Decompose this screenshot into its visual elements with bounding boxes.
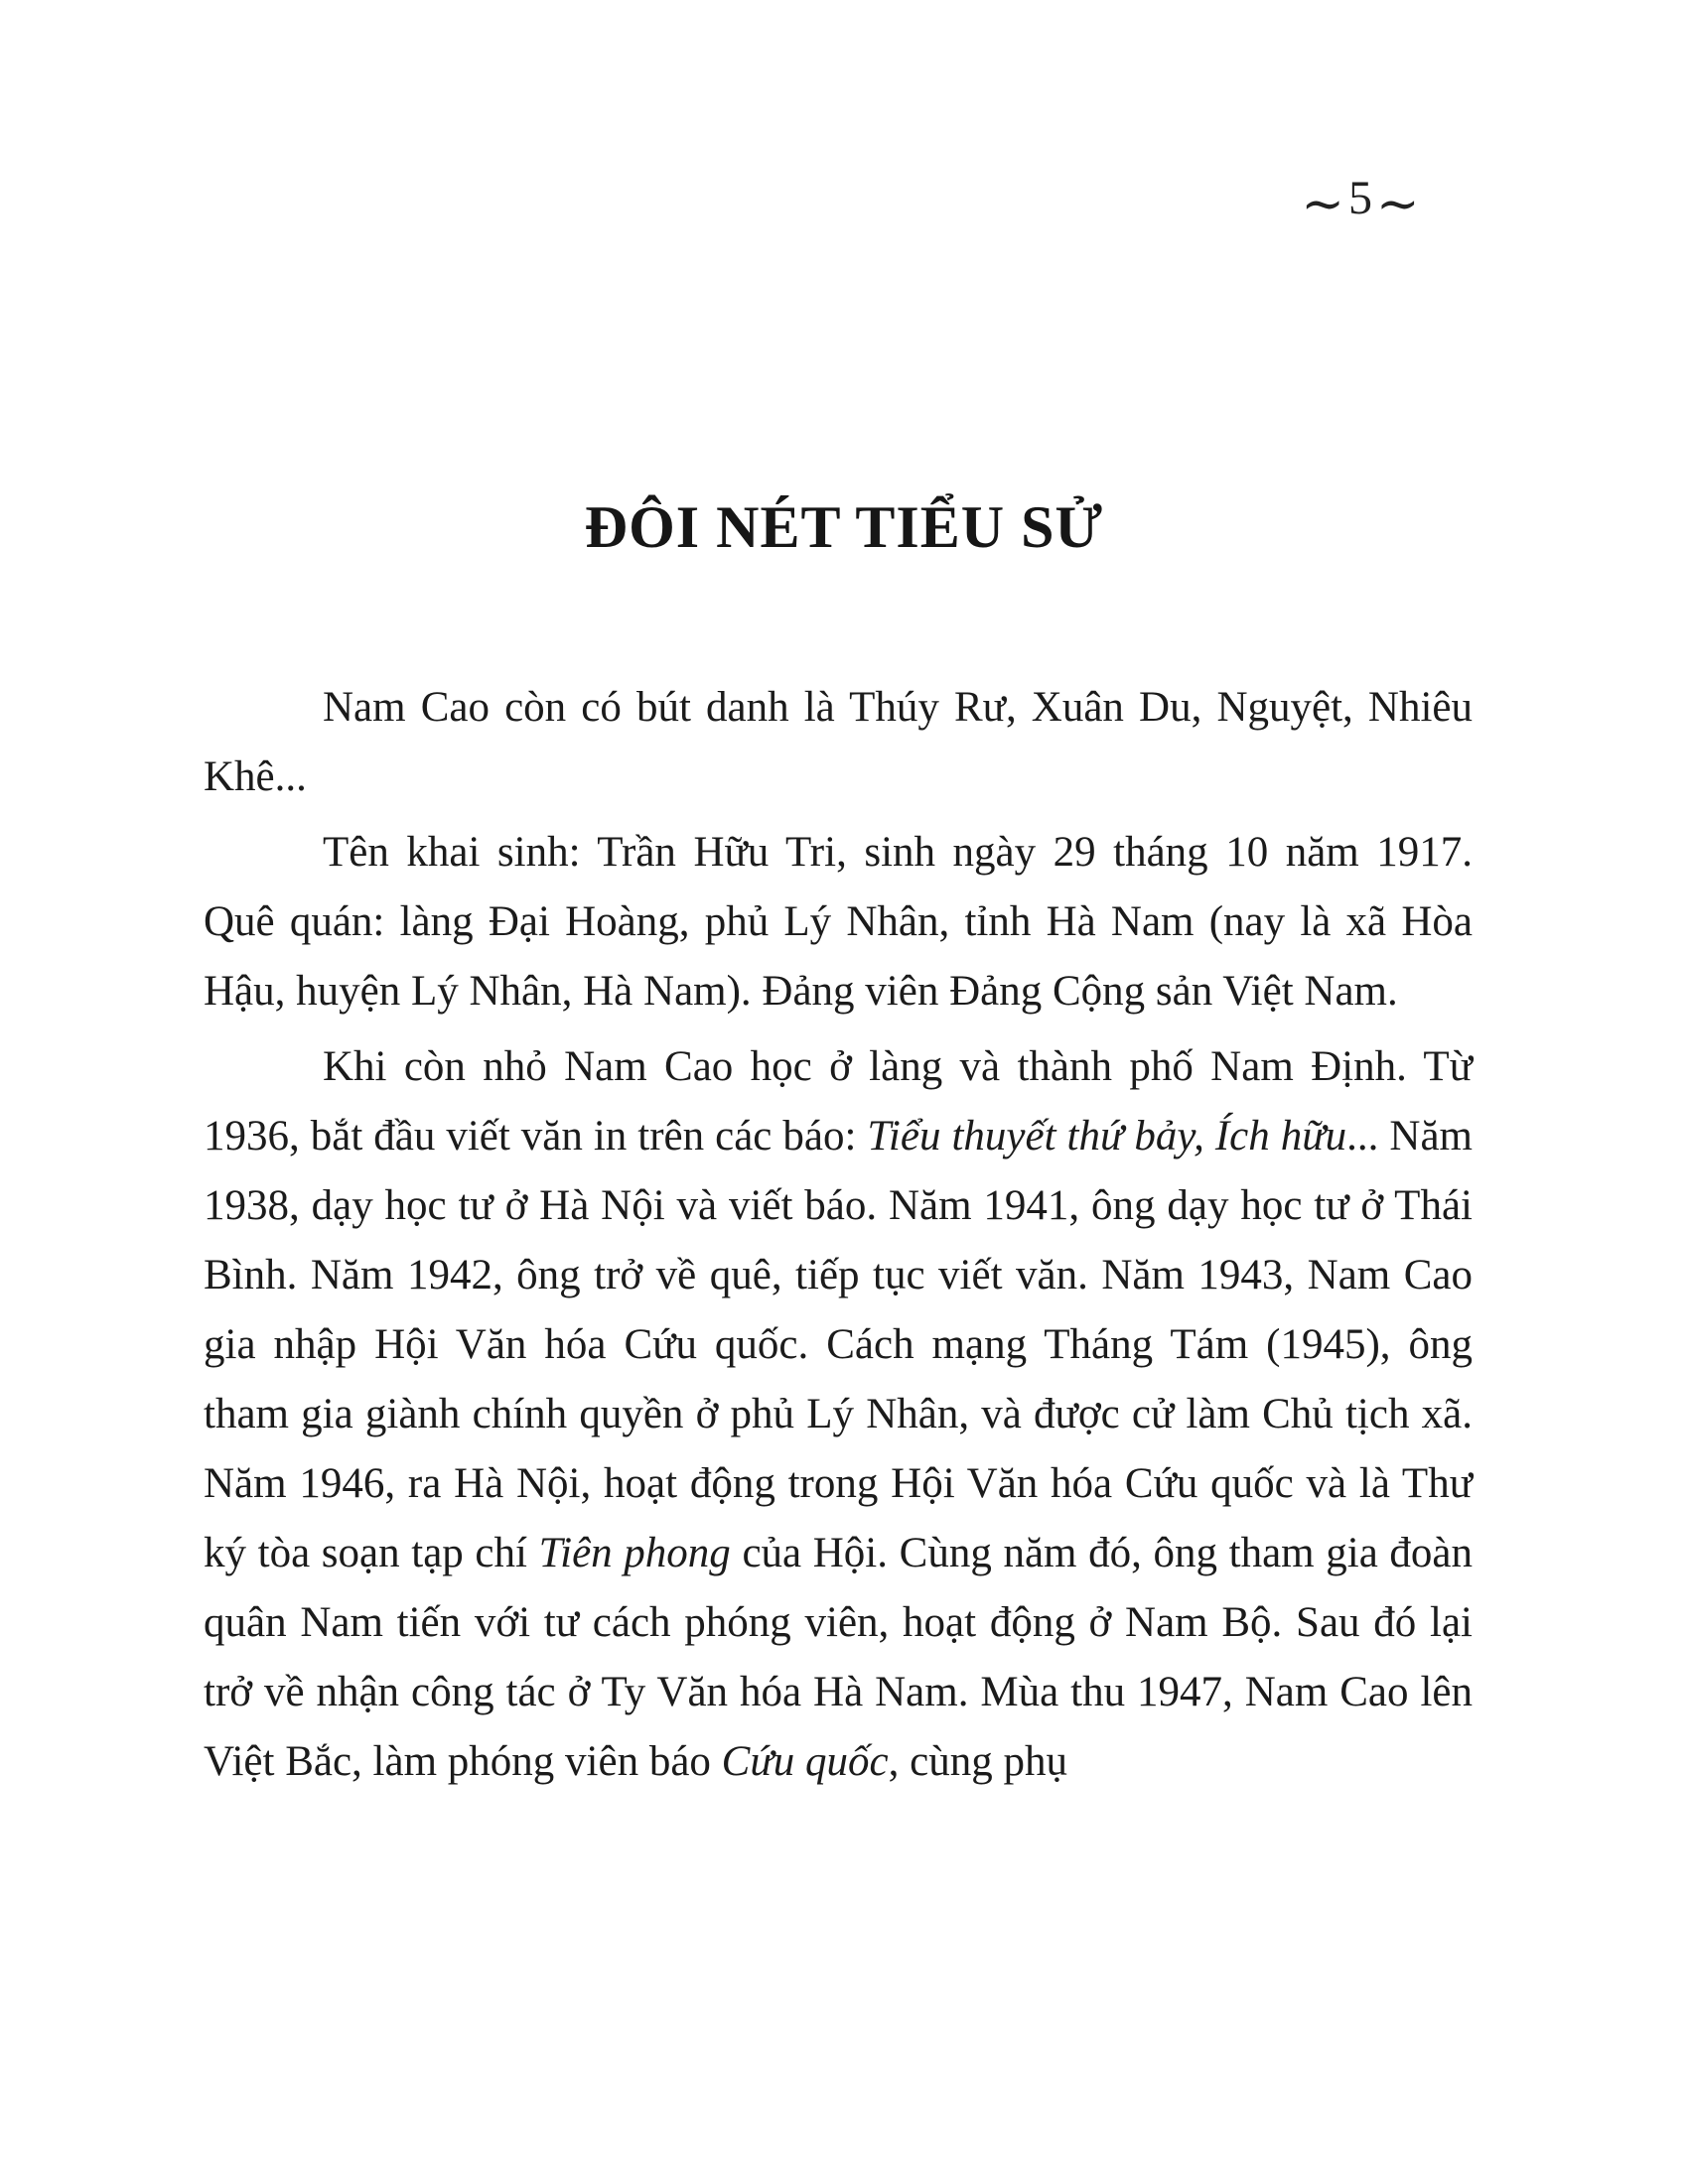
page-number-ornament-right: ~ <box>1376 174 1420 234</box>
body-text <box>204 673 1473 1803</box>
page-number-value: 5 <box>1348 172 1372 224</box>
paragraph <box>204 1032 1473 1797</box>
text-segment: Tên khai sinh: Trần Hữu Tri, sinh ngày 29 tháng 10 năm 1917. Quê quán: làng Đại Hoàng, phủ Lý Nhân, tỉnh Hà Nam (nay là xã Hòa Hậu, huyện Lý Nhân, Hà Nam). Đảng viên Đảng Cộng sản Việt Nam. <box>204 829 1473 1015</box>
paragraph <box>204 818 1473 1026</box>
page-number <box>1296 171 1425 234</box>
page-number-ornament-left: ~ <box>1301 174 1344 234</box>
italic-text-segment: Tiên phong <box>538 1530 731 1576</box>
text-segment: ... Năm 1938, dạy học tư ở Hà Nội và viết báo. Năm 1941, ông dạy học tư ở Thái Bình. Năm 1942, ông trở về quê, tiếp tục viết văn. Năm 1943, Nam Cao gia nhập Hội Văn hóa Cứu quốc. Cách mạng Tháng Tám (1945), ông tham gia giành chính quyền ở phủ Lý Nhân, và được cử làm Chủ tịch xã. Năm 1946, ra Hà Nội, hoạt động trong Hội Văn hóa Cứu quốc và là Thư ký tòa soạn tạp chí <box>204 1113 1473 1576</box>
text-segment: của Hội. Cùng năm đó, ông tham gia đoàn quân Nam tiến với tư cách phóng viên, hoạt động ở Nam Bộ. Sau đó lại trở về nhận công tác ở Ty Văn hóa Hà Nam. Mùa thu 1947, Nam Cao lên Việt Bắc, làm phóng viên báo <box>204 1530 1474 1785</box>
text-segment: , cùng phụ <box>888 1738 1067 1785</box>
italic-text-segment: Tiểu thuyết thứ bảy, Ích hữu <box>867 1113 1347 1160</box>
page-title: ĐÔI NÉT TIỂU SỬ <box>584 494 1104 560</box>
text-segment: Nam Cao còn có bút danh là Thúy Rư, Xuân Du, Nguyệt, Nhiêu Khê... <box>204 684 1473 800</box>
italic-text-segment: Cứu quốc <box>721 1738 889 1785</box>
paragraph <box>204 673 1473 812</box>
text-segment: Khi còn nhỏ Nam Cao học ở làng và thành phố Nam Định. Từ 1936, bắt đầu viết văn in trên các báo: <box>204 1043 1473 1160</box>
